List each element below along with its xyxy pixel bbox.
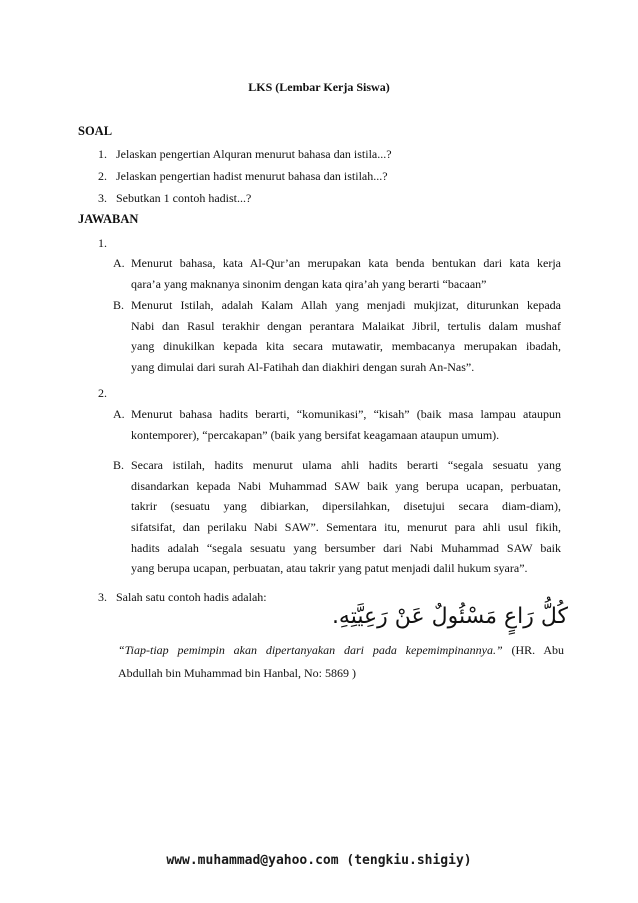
answer-marker: B.	[113, 458, 125, 472]
answer-line: A. Menurut bahasa hadits berarti, “komunikasi”, “kisah” (baik masa lampau ataupun	[113, 404, 561, 425]
answer-line: qara’a yang maknanya sinonim dengan kata qira’ah yang berarti “bacaan”	[131, 276, 487, 291]
answer-2a	[113, 404, 561, 445]
answer-line: B. Secara istilah, hadits menurut ulama ahli hadits berarti “segala sesuatu yang	[113, 455, 561, 476]
answer-line: disandarkan kepada Nabi Muhammad SAW baik yang berupa ucapan, perbuatan,	[131, 478, 561, 493]
answer-line: B. Menurut Istilah, adalah Kalam Allah yang menjadi mukjizat, diturunkan kepada	[113, 295, 561, 316]
answer-line: yang berupa ucapan, perbuatan, atau takrir yang patut menjadi dalil hukum syara”.	[131, 561, 528, 576]
answer-3	[98, 590, 267, 605]
translation-italic: “Tiap-tiap pemimpin akan dipertanyakan dari pada kepemimpinannya.”	[118, 643, 503, 657]
question-text: Sebutkan 1 contoh hadist...?	[116, 191, 252, 205]
answer-1b	[113, 295, 561, 378]
answer-line: yang dimulai dari surah Al-Fatihah dan diakhiri dengan surah An-Nas”.	[131, 360, 475, 375]
answer-line: takrir (sesuatu yang dibiarkan, dipersilahkan, disetujui secara diam-diam),	[131, 499, 561, 514]
answer-marker: B.	[113, 298, 125, 312]
jawaban-heading: JAWABAN	[78, 212, 139, 226]
question-text: Jelaskan pengertian hadist menurut bahasa dan istilah...?	[116, 169, 388, 183]
answer-2b	[113, 455, 561, 579]
question-number: 1.	[98, 147, 107, 161]
translation-line	[118, 639, 564, 662]
answer-line: hadits adalah “segala sesuatu yang bersumber dari Nabi Muhammad SAW baik	[131, 540, 561, 555]
answer-1a	[113, 253, 561, 294]
answer-3-intro: Salah satu contoh hadis adalah:	[116, 590, 267, 604]
answer-line: kontemporer), “percakapan” (baik yang bersifat keagamaan ataupun umum).	[131, 427, 500, 442]
arabic-hadith-text: كُلُّ رَاعٍ مَسْئُولٌ عَنْ رَعِيَّتِهِ.	[331, 604, 568, 629]
question-3	[98, 191, 251, 206]
answer-2-number: 2.	[98, 386, 107, 400]
hadith-translation	[118, 639, 564, 685]
question-2	[98, 169, 388, 184]
answer-line: sifatsifat, dan perilaku Nabi SAW”. Sementara itu, menurut para ahli usul fikih,	[131, 520, 561, 535]
question-number: 3.	[98, 191, 107, 205]
page-title: LKS (Lembar Kerja Siswa)	[248, 80, 390, 94]
question-text: Jelaskan pengertian Alquran menurut bahasa dan istila...?	[116, 147, 392, 161]
answer-1-number: 1.	[98, 236, 107, 250]
soal-heading: SOAL	[78, 124, 113, 138]
footer-watermark: www.muhammad@yahoo.com (tengkiu.shigiy)	[166, 853, 472, 868]
answer-marker: A.	[113, 407, 125, 421]
answer-3-number: 3.	[98, 590, 107, 604]
answer-line: yang dinukilkan kepada kita secara mutawatir, membacanya merupakan ibadah,	[131, 339, 561, 354]
answer-line: Nabi dan Rasul terakhir dengan perantara Malaikat Jibril, tertulis dalam mushaf	[131, 318, 561, 333]
answer-line: A. Menurut bahasa, kata Al-Qur’an merupakan kata benda bentukan dari kata kerja	[113, 253, 561, 274]
answer-marker: A.	[113, 256, 125, 270]
question-1	[98, 147, 392, 162]
question-number: 2.	[98, 169, 107, 183]
hadith-source-part: (HR. Abu	[511, 643, 565, 657]
hadith-source-line: Abdullah bin Muhammad bin Hanbal, No: 5869 )	[118, 666, 356, 680]
